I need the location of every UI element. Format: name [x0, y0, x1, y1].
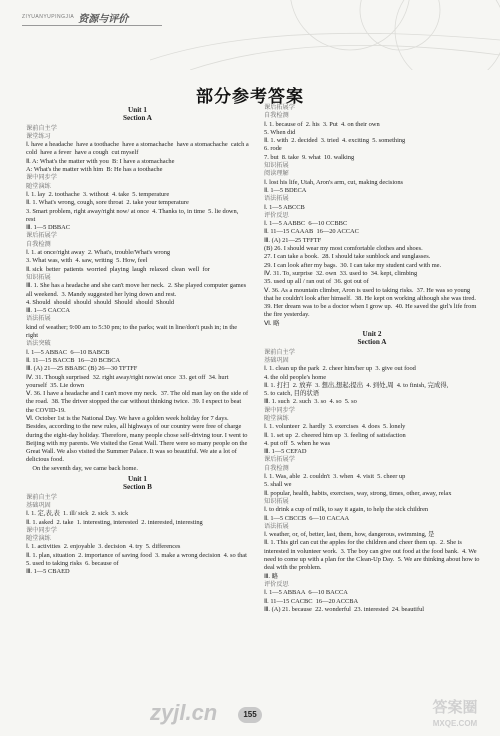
subsection-label: 课后拓展学 [264, 456, 295, 464]
answer-line: Ⅰ. to drink a cup of milk, to say it again, to help the sick children [264, 506, 429, 514]
answer-line: Ⅰ. lost his life, Utah, Aron's arm, cut, making decisions [264, 178, 403, 186]
section-heading: Section B [123, 483, 152, 492]
answer-line: 7. but 8. take 9. what 10. walking [264, 153, 355, 161]
subsection-label: 课后拓展学 [264, 104, 295, 111]
section-heading: Section A [123, 114, 152, 123]
answer-line: 4. put off 5. when he was [264, 439, 331, 447]
subsection-label: 课前自主学 [26, 493, 57, 501]
answer-line: 5. shall we [264, 481, 292, 489]
subsection-label: 随堂演练 [26, 182, 51, 190]
subsection-label: 自我检测 [264, 112, 289, 120]
section-heading: Section A [357, 338, 387, 347]
subsection-label: 评价反思 [264, 580, 289, 588]
subsection-label: 语法拓展 [264, 522, 289, 530]
answer-line: Ⅲ. 1—5 CACCA [26, 307, 70, 315]
answer-line: 5. to catch, 目的状语 [264, 390, 320, 398]
answer-line: 3. Smart problem, right away/right now/ at once 4. Thanks to, in time 5. lie down, rest [26, 207, 240, 223]
answer-line: 29. I can look after my bags. 30. I can take my student card with me. [264, 261, 442, 269]
answer-line: A: What's the matter with him B: He has a toothache [26, 166, 163, 174]
answer-line: kind of weather; 9:00 am to 5:30 pm; to the parks; wait in line/don't push in; in the right [26, 323, 239, 340]
answer-line: Ⅲ. 1. such 2. such 3. so 4. so 5. so [264, 398, 357, 406]
watermark-text: zyjl.cn [150, 700, 218, 725]
subsection-label: 课中同步学 [26, 174, 57, 182]
answer-line: Ⅱ. 11—15 BACCB 16—20 BCBCA [26, 356, 121, 364]
answer-line: Ⅱ. sick better patients worried playing laugh relaxed clean well for [26, 265, 210, 273]
answer-line: Ⅰ. 1. 定,表,表 1. ill/ sick 2. sick 3. sick [26, 510, 129, 518]
answer-line: Ⅱ. 1. with 2. decided 3. tried 4. exciting 5. something [264, 137, 406, 145]
answer-line: Ⅱ. 11—15 CACBC 16—20 ACCBA [264, 597, 359, 605]
answer-line: Ⅱ. 1. set up 2. cheered him up 3. feeling of satisfaction [264, 431, 406, 439]
answer-line: Ⅲ. 略 [264, 572, 278, 580]
answer-line: Ⅱ. 1—5 CBCCB 6—10 CACAA [264, 514, 350, 522]
answer-line: On the seventh day, we came back home. [26, 464, 138, 472]
answer-line: Ⅱ. 1. plan, situation 2. importance of saving food 3. make a wrong decision 4. so that 5. used to taking risks 6. because of [26, 551, 251, 568]
header-brand [22, 10, 128, 24]
subsection-label: 知识拓展 [26, 273, 51, 281]
subsection-label: 课前自主学 [26, 124, 57, 132]
answer-line: Ⅲ. 1—5 DBBAC [26, 224, 70, 232]
header-decoration-pattern [150, 0, 500, 70]
answer-line: Ⅰ. 1. because of 2. his 3. Put 4. on their own [264, 120, 380, 128]
header-rule [22, 25, 162, 26]
subsection-label: 语法拓展 [26, 315, 51, 323]
subsection-label: 阅读理解 [264, 170, 289, 178]
subsection-label: 知识拓展 [264, 162, 289, 170]
answer-line: 27. I can take a book. 28. I should take sunblock and sunglasses. [264, 253, 431, 261]
answer-line: Ⅵ. October 1st is the National Day. We have a golden week holiday for 7 days. Besides, according to the new rules, all highways of our country were free of charge during the eight-day holiday. Therefore, many people chose self-driving tour. I went to Beijing with my parents. We visited the Great Wall. There were so many people on the Great Wall. We also visited the Summer Palace. It was so beautiful. We ate a lot of delicious food. [26, 414, 250, 464]
answer-line: Ⅱ. 1. What's wrong, cough, sore throat 2. take your temperature [26, 199, 189, 207]
answer-line: Ⅰ. 1—5 ABBAA 6—10 BACCA [264, 589, 348, 597]
answer-line: Ⅲ. 1—5 CEFAD [264, 448, 307, 456]
answer-line: Ⅲ. (A) 21—25 TFFTF [264, 236, 322, 244]
logo-subtext: MXQE.COM [432, 719, 478, 728]
answer-line: Ⅱ. popular, health, habits, exercises, way, strong, times, other, away, relax [264, 489, 452, 497]
subsection-label: 随堂演练 [264, 414, 289, 422]
answer-line: Ⅰ. 1—5 AABBC 6—10 CCBBC [264, 220, 348, 228]
answer-line: Ⅱ. 1. 打扫 2. 放弃 3. 想出,想起;提出 4. 到处,周 4. to finish, 完成得, [264, 381, 449, 389]
answer-line: Ⅰ. 1. activities 2. enjoyable 3. decision 4. try 5. differences [26, 543, 181, 551]
subsection-label: 课中同步学 [26, 526, 57, 534]
answer-line: Ⅲ. 1. She has a headache and she can't move her neck. 2. She played computer games all weekend. 3. Mandy suggested her lying down and rest. [26, 282, 248, 298]
answer-line: Ⅲ. 1—5 CBAED [26, 568, 70, 576]
answer-line: Ⅱ. 11—15 CAAAB 16—20 ACCAC [264, 228, 359, 236]
subsection-label: 评价反思 [264, 211, 289, 219]
answers-left-column [26, 104, 249, 577]
answer-line: Ⅴ. 36. As a mountain climber, Aron is used to taking risks. 37. He was so young that he couldn't look after himself. 38. He kept on working although she was tired. 39. Her dream was to be a doctor when I grow up. 40. He saved the girl's life from the fire yesterday. [264, 286, 480, 319]
logo-text: 答案圈 [432, 699, 478, 716]
answer-line: Ⅱ. 1. This girl can cut the apples for the children and cheer them up. 2. She is interested in volunteer work. 3. The boy can give out food at the food bank. 4. We need to come up with a plan for the Clean-Up Day. 5. We are thinking about how to deal with the problem. [264, 539, 482, 572]
answer-line: Ⅰ. have a headache have a toothache have a stomachache have a stomachache catch a cold have a fever have a cough cut myself [26, 141, 251, 157]
answer-line: Ⅱ. 1. asked 2. take 1. interesting, interested 2. interested, interesting [26, 518, 203, 526]
answer-line: Ⅵ. 略 [264, 319, 280, 327]
subsection-label: 基础巩固 [26, 501, 51, 509]
page-header [22, 6, 162, 26]
header-title: 资源与评价 [78, 13, 129, 25]
answer-line: 4. the old people's home [264, 373, 327, 381]
answer-line: Ⅲ. (A) 21—25 BBABC (B) 26—30 TFTFF [26, 365, 138, 373]
answer-line: 4. Should should should should Should should Should [26, 298, 175, 306]
answer-line: 35. used up all / ran out of 36. got out of [264, 278, 369, 286]
answer-line: Ⅲ. (A) 21. because 22. wonderful 23. interested 24. beautiful [264, 605, 425, 613]
subsection-label: 课后拓展学 [26, 232, 57, 240]
answers-right-column [264, 104, 480, 614]
unit-heading: Unit 2 [362, 330, 382, 339]
answer-line: Ⅰ. 1. clean up the park 2. cheer him/her up 3. give out food [264, 365, 416, 373]
answer-line: Ⅳ. 31. Though surprised 32. right away/right now/at once 33. get off 34. hurt yourself 35. Lie down [26, 373, 231, 389]
header-subtitle: ZIYUANYUPINGJIA [22, 14, 75, 20]
answer-line: 3. What was, with 4. saw, writing 5. How, feel [26, 257, 148, 265]
subsection-label: 课前自主学 [264, 348, 295, 356]
subsection-label: 基础巩固 [264, 356, 289, 364]
answer-line: Ⅱ. A: What's the matter with you B: I have a stomachache [26, 157, 175, 165]
answer-line: 6. rode [264, 145, 282, 153]
page-number: 155 [238, 707, 262, 723]
answer-line: (B) 26. I should wear my most comfortable clothes and shoes. [264, 245, 423, 253]
answer-line: Ⅱ. 1—5 BDECA [264, 186, 307, 194]
answer-line: Ⅰ. 1. Was, able 2. couldn't 3. when 4. visit 5. cheer up [264, 473, 406, 481]
answer-line: Ⅰ. 1. volunteer 2. hardly 3. exercises 4. does 5. lonely [264, 423, 406, 431]
subsection-label: 自我检测 [264, 464, 289, 472]
answer-line: 5. When did [264, 128, 296, 136]
answer-line: Ⅴ. 36. I have a headache and I can't move my neck. 37. The old man lay on the side of the road. 38. The driver stopped the car without thinking twice. 39. I expect to beat the COVID-19. [26, 390, 250, 414]
subsection-label: 课堂练习 [26, 132, 51, 140]
unit-heading: Unit 1 [128, 475, 147, 484]
unit-heading: Unit 1 [128, 106, 147, 114]
answer-line: Ⅰ. 1. lay 2. toothache 3. without 4. take 5. temperature [26, 190, 170, 198]
answer-line: Ⅰ. weather, or, of, better, last, them, how, dangerous, swimming, 是 [264, 531, 435, 539]
answer-line: Ⅰ. 1. at once/right away 2. What's, trouble/What's wrong [26, 249, 171, 257]
subsection-label: 课中同步学 [264, 406, 295, 414]
corner-logo [420, 692, 490, 732]
subsection-label: 随堂演练 [26, 535, 51, 543]
answer-line: Ⅰ. 1—5 ABCCB [264, 203, 305, 211]
answer-line: Ⅰ. 1—5 ABBAC 6—10 BABCB [26, 348, 110, 356]
subsection-label: 语法拓展 [264, 195, 289, 203]
subsection-label: 自我检测 [26, 240, 51, 248]
subsection-label: 知识拓展 [264, 497, 289, 505]
subsection-label: 语法突破 [26, 340, 51, 348]
answer-line: Ⅳ. 31. To, surprise 32. own 33. used to 34. kept, climbing [264, 269, 418, 277]
page-title: 部分参考答案 [196, 87, 304, 106]
